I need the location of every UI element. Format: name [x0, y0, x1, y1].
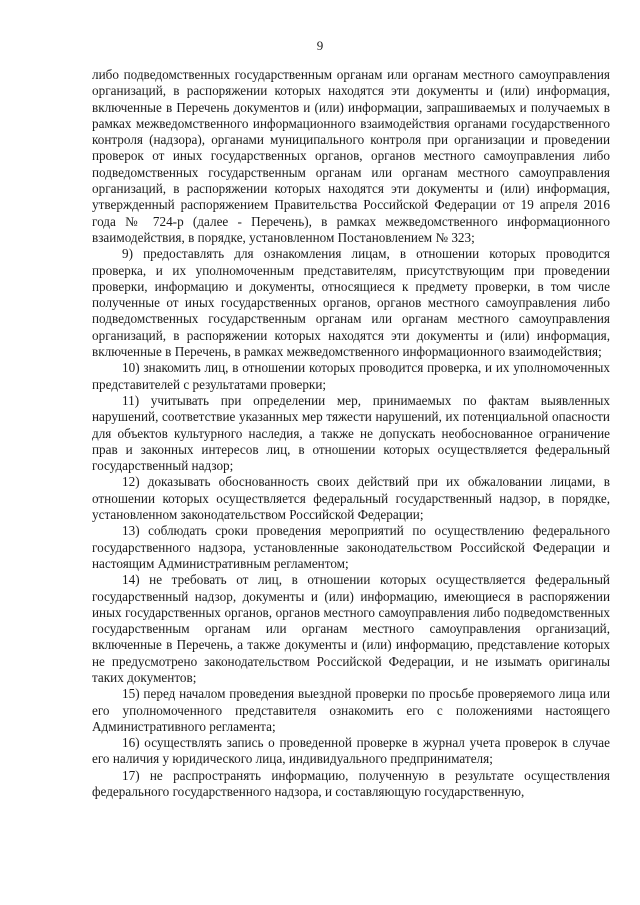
- paragraph-continuation: либо подведомственных государственным органам или органам местного самоуправления организаций, в распоряжении которых находятся эти документы и (или) информация, включенные в Перечень документов и (или) информации, запрашиваемых и получаемых в рамках межведомственного информационного взаимодействия органами государственного контроля (надзора), органами муниципального контроля при организации и проведении проверок от иных государственных органов, органов местного самоуправления либо подведомственных государственным органам или органам местного самоуправления организаций, в распоряжении которых находятся эти документы и (или) информация, утвержденный распоряжением Правительства Российской Федерации от 19 апреля 2016 года № 724-р (далее - Перечень), в рамках межведомственного информационного взаимодействия, в порядке, установленном Постановлением № 323;: [92, 67, 610, 245]
- paragraph-item-16: 16) осуществлять запись о проведенной проверке в журнал учета проверок в случае его наличия у юридического лица, индивидуального предпринимателя;: [92, 735, 610, 767]
- paragraph-item-9: 9) предоставлять для ознакомления лицам, в отношении которых проводится проверка, и их уполномоченным представителям, присутствующим при проведении проверки, информацию и документы, относящиеся к предмету проверки, в том числе полученные от иных государственных органов, органов местного самоуправления либо подведомственных государственным органам или органам местного самоуправления организаций, в распоряжении которых находятся эти документы и (или) информация, включенные в Перечень, в рамках межведомственного информационного взаимодействия;: [92, 246, 610, 360]
- paragraph-item-13: 13) соблюдать сроки проведения мероприятий по осуществлению федерального государственного надзора, установленные законодательством Российской Федерации и настоящим Административным регламентом;: [92, 523, 610, 571]
- document-body: [92, 67, 610, 800]
- paragraph-item-15: 15) перед началом проведения выездной проверки по просьбе проверяемого лица или его уполномоченного представителя ознакомить его с положениями настоящего Административного регламента;: [92, 686, 610, 734]
- paragraph-item-11: 11) учитывать при определении мер, принимаемых по фактам выявленных нарушений, соответствие указанных мер тяжести нарушений, их потенциальной опасности для объектов культурного наследия, а также не допускать необоснованное ограничение прав и законных интересов лиц, в отношении которых осуществляется федеральный государственный надзор;: [92, 392, 610, 474]
- paragraph-item-10: 10) знакомить лиц, в отношении которых проводится проверка, и их уполномоченных представителей с результатами проверки;: [92, 360, 610, 392]
- paragraph-item-14: 14) не требовать от лиц, в отношении которых осуществляется федеральный государственный надзор, документы и (или) информацию, имеющиеся в распоряжении иных государственных органов, органов местного самоуправления либо подведомственных государственным органам или органам местного самоуправления организаций, включенные в Перечень, а также документы и (или) информацию, представление которых не предусмотрено законодательством Российской Федерации, и не изымать оригиналы таких документов;: [92, 572, 610, 685]
- paragraph-item-17: 17) не распространять информацию, полученную в результате осуществления федерального государственного надзора, и составляющую государственную,: [92, 767, 610, 800]
- page-number: 9: [316, 38, 324, 53]
- paragraph-item-12: 12) доказывать обоснованность своих действий при их обжаловании лицами, в отношении которых осуществляется федеральный государственный надзор, в порядке, установленном законодательством Российской Федерации;: [92, 474, 610, 523]
